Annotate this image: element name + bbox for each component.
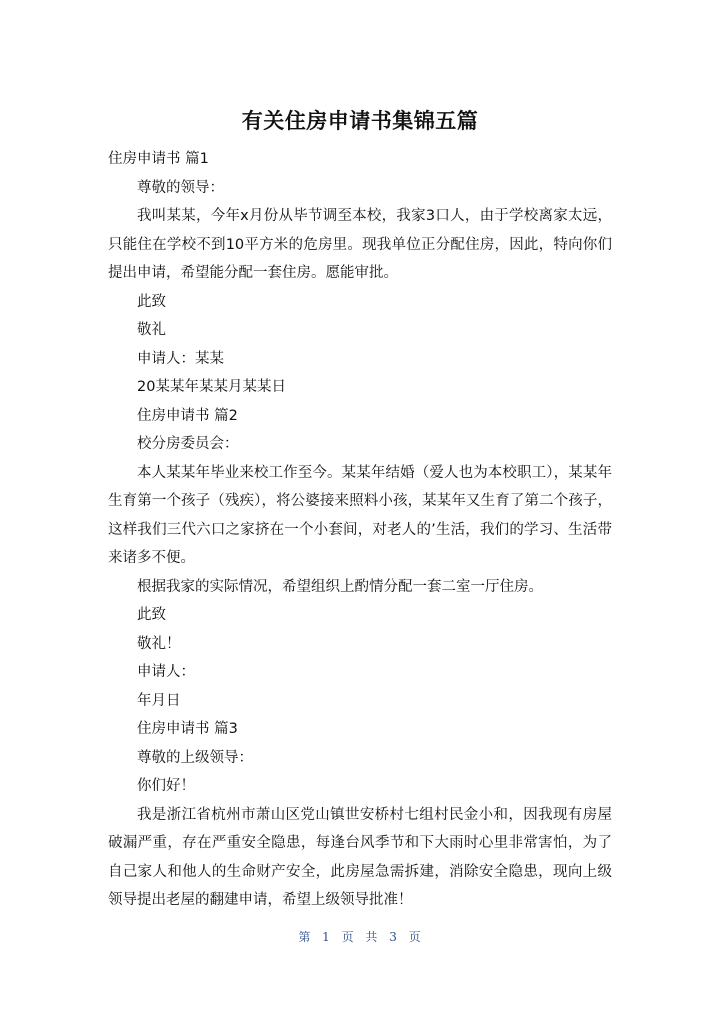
body-paragraph: 本人某某年毕业来校工作至今。某某年结婚（爱人也为本校职工），某某年生育第一个孩子（残疾），将公婆接来照料小孩，某某年又生育了第二个孩子，这样我们三代六口之家挤在一个小套间，对老人的’生活，我们的学习、生活带来诸多不便。 [108,464,612,566]
page-number-footer: 第 1 页 共 3 页 [298,930,422,944]
section-heading-1: 住房申请书 篇1 [108,151,209,167]
greeting-line: 你们好！ [137,778,195,794]
salutation: 尊敬的领导： [137,179,224,196]
salutation: 尊敬的上级领导： [137,749,253,766]
salutation: 校分房委员会： [137,436,239,452]
body-paragraph: 根据我家的实际情况，希望组织上酌情分配一套二室一厅住房。 [137,578,543,595]
document-title: 有关住房申请书集锦五篇 [241,109,479,133]
body-paragraph: 我是浙江省杭州市萧山区党山镇世安桥村七组村民金小和，因我现有房屋破漏严重，存在严重安全隐患，每逢台风季节和下大雨时心里非常害怕，为了自己家人和他人的生命财产安全，此房屋急需拆建，消除安全隐患，现向上级领导提出老屋的翻建申请，希望上级领导批准！ [108,806,612,908]
applicant-line: 申请人：某某 [137,350,224,367]
closing-line: 此致 [137,607,166,623]
section-heading-2: 住房申请书 篇2 [137,407,238,424]
section-heading-3: 住房申请书 篇3 [137,721,238,737]
date-line: 20某某年某某月某某日 [137,379,286,395]
body-paragraph: 我叫某某，今年x月份从毕节调至本校，我家3口人，由于学校离家太远，只能住在学校不到10平方米的危房里。现我单位正分配住房，因此，特向你们提出申请，希望能分配一套住房。愿能审批。 [108,208,612,281]
date-line: 年月日 [137,692,181,709]
closing-line: 敬礼 [137,322,166,338]
closing-line: 敬礼！ [137,635,181,652]
closing-line: 此致 [137,293,166,310]
applicant-line: 申请人： [137,664,195,680]
document-body [108,145,612,915]
